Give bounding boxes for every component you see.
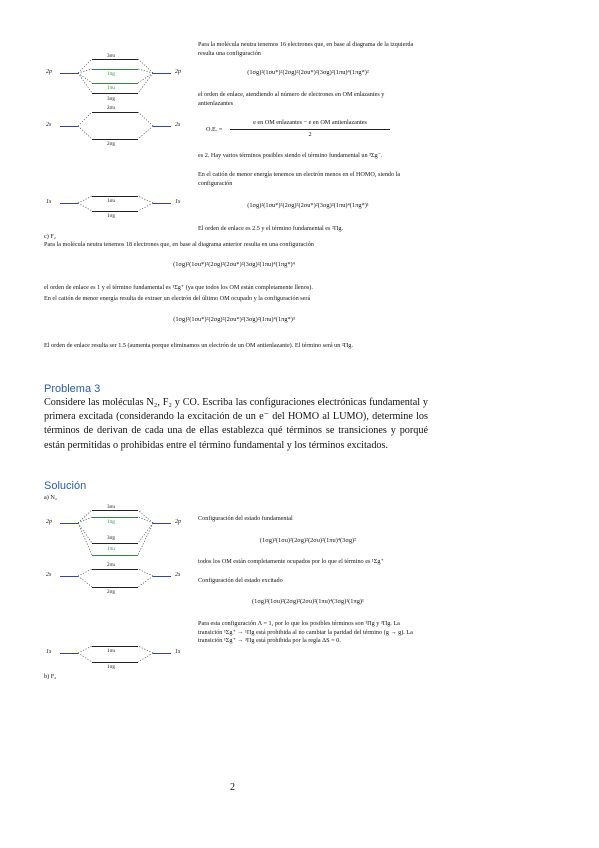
problema-title: Problema 3: [44, 383, 101, 395]
section-c-label: c) F₂: [44, 233, 56, 240]
d2-mo-1pu-level: [92, 555, 138, 556]
sol-config2: (1σg)²(1σu)²(2σg)²(2σu)²(1πu)⁴(3σg)¹(1πg)¹: [252, 598, 364, 605]
solucion-a-label: a) N₂: [44, 494, 57, 501]
orb-2su: 2σu: [107, 105, 115, 111]
d2-label-2p-left: 2p: [46, 519, 52, 525]
section-c-p2: el orden de enlace es 1 y el término fundamental es ¹Σg⁺ (ya que todos los OM están completamente llenos).: [44, 284, 313, 291]
d2-mo-1sg-level: [92, 662, 138, 663]
d2-mo-3su-level: [92, 510, 138, 511]
tb1-p1: Para la molécula neutra tenemos 16 electrones que, en base al diagrama de la izquierda resulta una configuración: [198, 41, 414, 57]
d2-mo-2su-level: [92, 569, 138, 570]
label-2p-left: 2p: [46, 69, 52, 75]
oe-label: O.E. =: [206, 126, 223, 133]
label-2s-left: 2s: [46, 122, 52, 128]
orb-3su: 3σu: [107, 53, 115, 59]
tb1-p5: El orden de enlace es 2.5 y el término fundamental es ²Πg.: [198, 225, 343, 232]
d2-atomic-1s-right-level: [153, 653, 171, 654]
page-number: 2: [230, 782, 235, 793]
d2-atomic-2s-left-level: [60, 576, 78, 577]
label-2p-right: 2p: [175, 69, 181, 75]
d2-mo-1pg-level: [92, 517, 138, 518]
d2-mo-3sg-level: [92, 543, 138, 544]
d2-orb-1sg: 1σg: [107, 664, 115, 670]
d2-atomic-2p-left-level: [60, 523, 78, 524]
d2-atomic-1s-left-level: [60, 653, 78, 654]
orb-1pu: 1πu: [107, 85, 115, 91]
sol-p3: Configuración del estado excitado: [198, 577, 283, 584]
tb1-p4: En el catión de menor energía tenemos un electrón menos en el HOMO, siendo la configuración: [198, 171, 401, 187]
sol-p1: Configuración del estado fundamental: [198, 515, 293, 522]
d2-orb-1pu: 1πu: [107, 546, 115, 552]
d2-atomic-2p-right-level: [153, 523, 171, 524]
d2-label-1s-left: 1s: [46, 649, 52, 655]
orb-1pg: 1πg: [107, 71, 115, 77]
problema-text: Considere las moléculas N₂, F₂ y CO. Escriba las configuraciones electrónicas fundamental y primera excitada (considerando la excitación de un e⁻ del HOMO al LUMO), determine los términos de derivan de cada una de ellas establezca qué términos se transiciones y porqué están permitidas o prohibidas entre el término fundamental y los términos excitados.: [44, 397, 428, 451]
orb-1su: 1σu: [107, 198, 115, 204]
sol-p2: todos los OM están completamente ocupados por lo que el término es ¹Σg⁺: [198, 558, 384, 565]
d2-label-2s-right: 2s: [175, 572, 181, 578]
d2-orb-1su: 1σu: [107, 648, 115, 654]
solucion-title: Solución: [44, 480, 87, 492]
tb1-config1: (1σg)²(1σu*)²(2σg)²(2σu*)²(3σg)²(1πu)⁴(1πg*)²: [247, 69, 369, 76]
section-c-p4: El orden de enlace resulta ser 1.5 (aumenta porque eliminamos un electrón de un OM antienlazante). El término será un ²Πg.: [44, 342, 353, 349]
label-1s-right: 1s: [175, 199, 181, 205]
solucion-b-label: b) F₂: [44, 673, 57, 680]
section-c-config2: (1σg)²(1σu*)²(2σg)²(2σu*)²(3σg)²(1πu)⁴(1πg*)³: [173, 316, 295, 323]
sol-config1: (1σg)²(1σu)²(2σg)²(2σu)²(1πu)⁴(3σg)²: [259, 537, 357, 544]
section-c-p3: En el catión de menor energía resulta de extraer un electrón del último OM ocupado y la configuración será: [44, 295, 311, 302]
d2-orb-1pg: 1πg: [107, 519, 115, 525]
d2-mo-1su-level: [92, 646, 138, 647]
orb-3sg: 3σg: [107, 96, 115, 102]
d2-orb-3sg: 3σg: [107, 535, 115, 541]
d2-mo-2sg-level: [92, 587, 138, 588]
orb-2sg: 2σg: [107, 141, 115, 147]
tb1-p2: el orden de enlace, atendiendo al número de electrones en OM enlazantes y antienlazantes: [198, 91, 385, 107]
oe-numerator: e en OM enlazantes − e en OM antienlazantes: [253, 119, 367, 126]
d2-orb-2sg: 2σg: [107, 589, 115, 595]
oe-denominator: 2: [308, 131, 312, 138]
d2-label-2s-left: 2s: [46, 572, 52, 578]
label-1s-left: 1s: [46, 199, 52, 205]
d2-atomic-2s-right-level: [153, 576, 171, 577]
tb1-p3: es 2. Hay varios términos posibles siendo el término fundamental un ³Σg⁻.: [198, 152, 383, 159]
d2-label-1s-right: 1s: [175, 649, 181, 655]
label-2s-right: 2s: [175, 122, 181, 128]
d2-orb-3su: 3σu: [107, 504, 115, 510]
section-c-config1: (1σg)²(1σu*)²(2σg)²(2σu*)²(3σg)²(1πu)⁴(1πg*)⁴: [173, 261, 295, 268]
d2-label-2p-right: 2p: [175, 519, 181, 525]
sol-p4: Para esta configuración Λ = 1, por lo que los posibles términos son ¹Πg y ³Πg. La transición ¹Σg⁺ → ¹Πg está prohibida al no cambiar la paridad del término (g → g). La transición ¹Σg⁺ → ³Πg está prohibida por la regla ΔS = 0.: [198, 620, 413, 644]
section-c-p1: Para la molécula neutra tenemos 18 electrones que, en base al diagrama anterior resulta en una configuración: [44, 241, 314, 248]
orb-1sg: 1σg: [107, 213, 115, 219]
tb1-config2: (1σg)²(1σu*)²(2σg)²(2σu*)²(3σg)²(1πu)⁴(1πg*)¹: [247, 202, 369, 209]
d2-orb-2su: 2σu: [107, 562, 115, 568]
